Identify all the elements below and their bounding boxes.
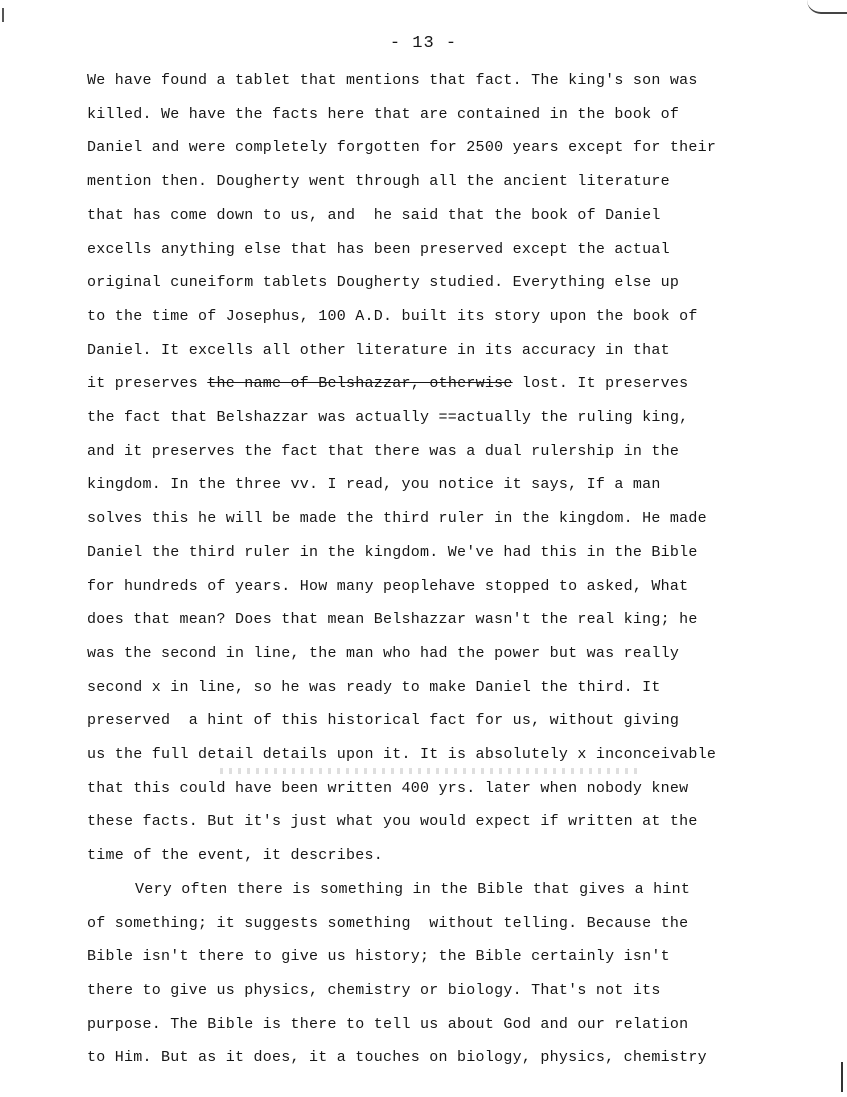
text-line: there to give us physics, chemistry or biology. That's not its [87, 981, 661, 999]
body-text [87, 64, 802, 1075]
text-line: Daniel the third ruler in the kingdom. We've had this in the Bible [87, 543, 698, 561]
text-line: time of the event, it describes. [87, 847, 384, 865]
text-line: excells anything else that has been preserved except the actual [87, 240, 670, 258]
scan-edge-mark [841, 1062, 843, 1092]
struck-out-text: the name of Belshazzar, otherwise [207, 375, 513, 393]
text-line: and it preserves the fact that there was a dual rulership in the [87, 442, 680, 460]
text-line: preserved a hint of this historical fact for us, without giving [87, 712, 680, 730]
text-line: of something; it suggests something without telling. Because the [87, 914, 689, 932]
text-line: Very often there is something in the Bible that gives a hint [135, 880, 691, 898]
text-line: purpose. The Bible is there to tell us about God and our relation [87, 1015, 689, 1033]
text-line: to Him. But as it does, it a touches on biology, physics, chemistry [87, 1049, 707, 1067]
text-line: for hundreds of years. How many peoplehave stopped to asked, What [87, 577, 689, 595]
scan-corner-mark [807, 0, 847, 14]
text-line: killed. We have the facts here that are contained in the book of [87, 105, 680, 123]
text-line: original cuneiform tablets Dougherty studied. Everything else up [87, 274, 680, 292]
text-line: to the time of Josephus, 100 A.D. built its story upon the book of [87, 307, 698, 325]
text-line: mention then. Dougherty went through all the ancient literature [87, 173, 670, 191]
text-line: that has come down to us, and he said that the book of Daniel [87, 206, 661, 224]
text-segment: it preserves [87, 375, 208, 393]
text-line: Bible isn't there to give us history; the Bible certainly isn't [87, 948, 670, 966]
text-line: the fact that Belshazzar was actually ==actually the ruling king, [87, 409, 689, 427]
text-line: that this could have been written 400 yrs. later when nobody knew [87, 779, 689, 797]
text-line: We have found a tablet that mentions that fact. The king's son was [87, 72, 698, 89]
text-line: kingdom. In the three vv. I read, you notice it says, If a man [87, 476, 661, 494]
text-line-with-strikeout [87, 367, 802, 401]
text-line: Daniel and were completely forgotten for 2500 years except for their [87, 139, 717, 157]
page-number: - 13 - [389, 34, 458, 53]
text-line: these facts. But it's just what you would expect if written at the [87, 813, 698, 831]
text-line: solves this he will be made the third ruler in the kingdom. He made [87, 510, 707, 528]
text-line: was the second in line, the man who had the power but was really [87, 644, 680, 662]
text-line: does that mean? Does that mean Belshazzar wasn't the real king; he [87, 611, 698, 629]
scan-edge-mark [2, 8, 4, 22]
text-segment: lost. It preserves [512, 375, 689, 393]
text-line: second x in line, so he was ready to make Daniel the third. It [87, 678, 661, 696]
text-line: Daniel. It excells all other literature in its accuracy in that [87, 341, 670, 359]
text-line: us the full detail details upon it. It is absolutely x inconceivable [87, 746, 717, 764]
